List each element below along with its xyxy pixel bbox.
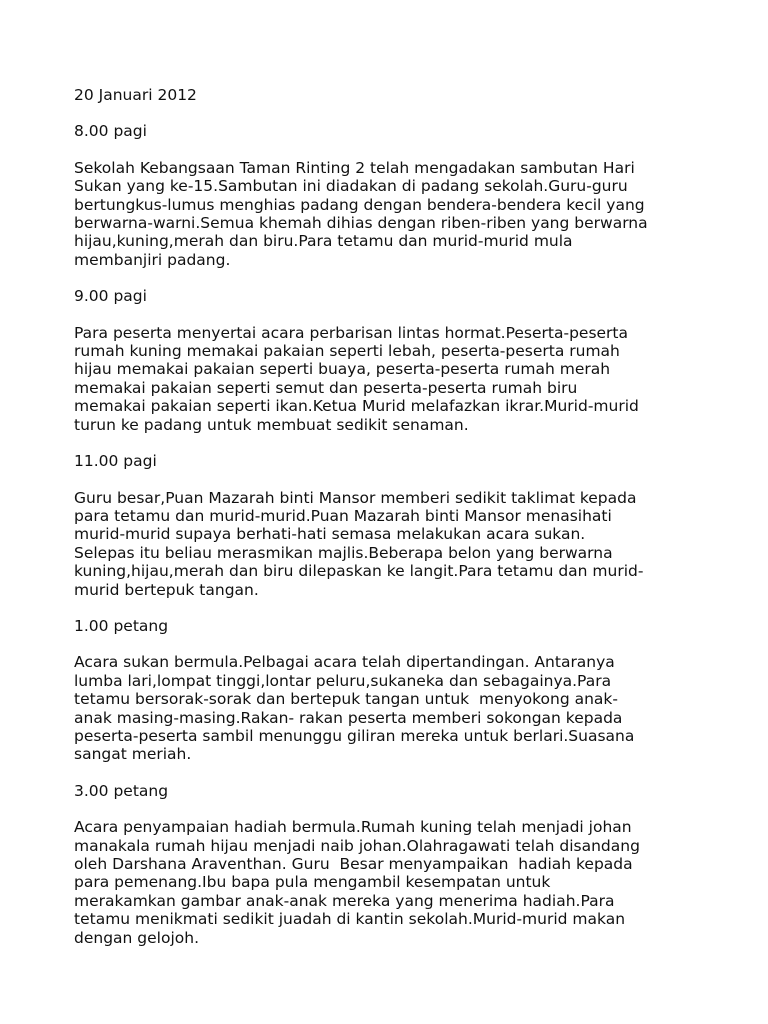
paragraph-line: merakamkan gambar anak-anak mereka yang menerima hadiah.Para	[74, 891, 615, 910]
paragraph-line: memakai pakaian seperti ikan.Ketua Murid melafazkan ikrar.Murid-murid	[74, 397, 639, 416]
paragraph-line: oleh Darshana Araventhan. Guru Besar menyampaikan hadiah kepada	[74, 855, 633, 873]
section-paragraph	[74, 159, 714, 269]
paragraph-line: tetamu bersorak-sorak dan bertepuk tangan untuk menyokong anak-	[74, 690, 618, 709]
paragraph-line: manakala rumah hijau menjadi naib johan.Olahragawati telah disandang	[74, 836, 640, 855]
section-time: 9.00 pagi	[74, 287, 147, 306]
paragraph-line: Guru besar,Puan Mazarah binti Mansor memberi sedikit taklimat kepada	[74, 488, 637, 507]
paragraph-line: tetamu menikmati sedikit juadah di kantin sekolah.Murid-murid makan	[74, 910, 626, 929]
section-paragraph	[74, 324, 714, 434]
section-paragraph	[74, 489, 714, 599]
paragraph-line: membanjiri padang.	[74, 250, 231, 269]
document-body	[74, 86, 714, 947]
paragraph-line: Acara penyampaian hadiah bermula.Rumah kuning telah menjadi johan	[74, 818, 632, 837]
paragraph-line: berwarna-warni.Semua khemah dihias dengan riben-riben yang berwarna	[74, 214, 648, 233]
paragraph-line: murid-murid supaya berhati-hati semasa melakukan acara sukan.	[74, 525, 586, 544]
paragraph-line: rumah kuning memakai pakaian seperti lebah, peserta-peserta rumah	[74, 342, 620, 361]
section-time: 1.00 petang	[74, 616, 169, 635]
entry-date: 20 Januari 2012	[74, 86, 197, 104]
paragraph-line: Sukan yang ke-15.Sambutan ini diadakan di padang sekolah.Guru-guru	[74, 177, 628, 196]
paragraph-line: kuning,hijau,merah dan biru dilepaskan ke langit.Para tetamu dan murid-	[74, 562, 644, 581]
section-paragraph	[74, 818, 714, 947]
paragraph-line: Selepas itu beliau merasmikan majlis.Beberapa belon yang berwarna	[74, 543, 613, 562]
paragraph-line: peserta-peserta sambil menunggu giliran mereka untuk berlari.Suasana	[74, 726, 635, 745]
paragraph-line: lumba lari,lompat tinggi,lontar peluru,sukaneka dan sebagainya.Para	[74, 671, 612, 690]
paragraph-line: anak masing-masing.Rakan- rakan peserta memberi sokongan kepada	[74, 708, 623, 727]
paragraph-line: murid bertepuk tangan.	[74, 580, 259, 599]
paragraph-line: memakai pakaian seperti semut dan peserta-peserta rumah biru	[74, 378, 578, 397]
section-time: 8.00 pagi	[74, 122, 147, 141]
paragraph-line: turun ke padang untuk membuat sedikit senaman.	[74, 415, 469, 434]
section-paragraph	[74, 653, 714, 763]
paragraph-line: Para peserta menyertai acara perbarisan lintas hormat.Peserta-peserta	[74, 323, 629, 342]
paragraph-line: Sekolah Kebangsaan Taman Rinting 2 telah mengadakan sambutan Hari	[74, 158, 635, 177]
paragraph-line: bertungkus-lumus menghias padang dengan bendera-bendera kecil yang	[74, 195, 645, 214]
paragraph-line: hijau memakai pakaian seperti buaya, peserta-peserta rumah merah	[74, 360, 611, 379]
section-time: 3.00 petang	[74, 781, 169, 800]
paragraph-line: para pemenang.Ibu bapa pula mengambil kesempatan untuk	[74, 873, 551, 892]
paragraph-line: Acara sukan bermula.Pelbagai acara telah dipertandingan. Antaranya	[74, 653, 615, 672]
paragraph-line: sangat meriah.	[74, 745, 192, 764]
paragraph-line: dengan gelojoh.	[74, 928, 199, 947]
section-time: 11.00 pagi	[74, 452, 157, 471]
paragraph-line: hijau,kuning,merah dan biru.Para tetamu dan murid-murid mula	[74, 232, 573, 251]
paragraph-line: para tetamu dan murid-murid.Puan Mazarah binti Mansor menasihati	[74, 506, 612, 525]
